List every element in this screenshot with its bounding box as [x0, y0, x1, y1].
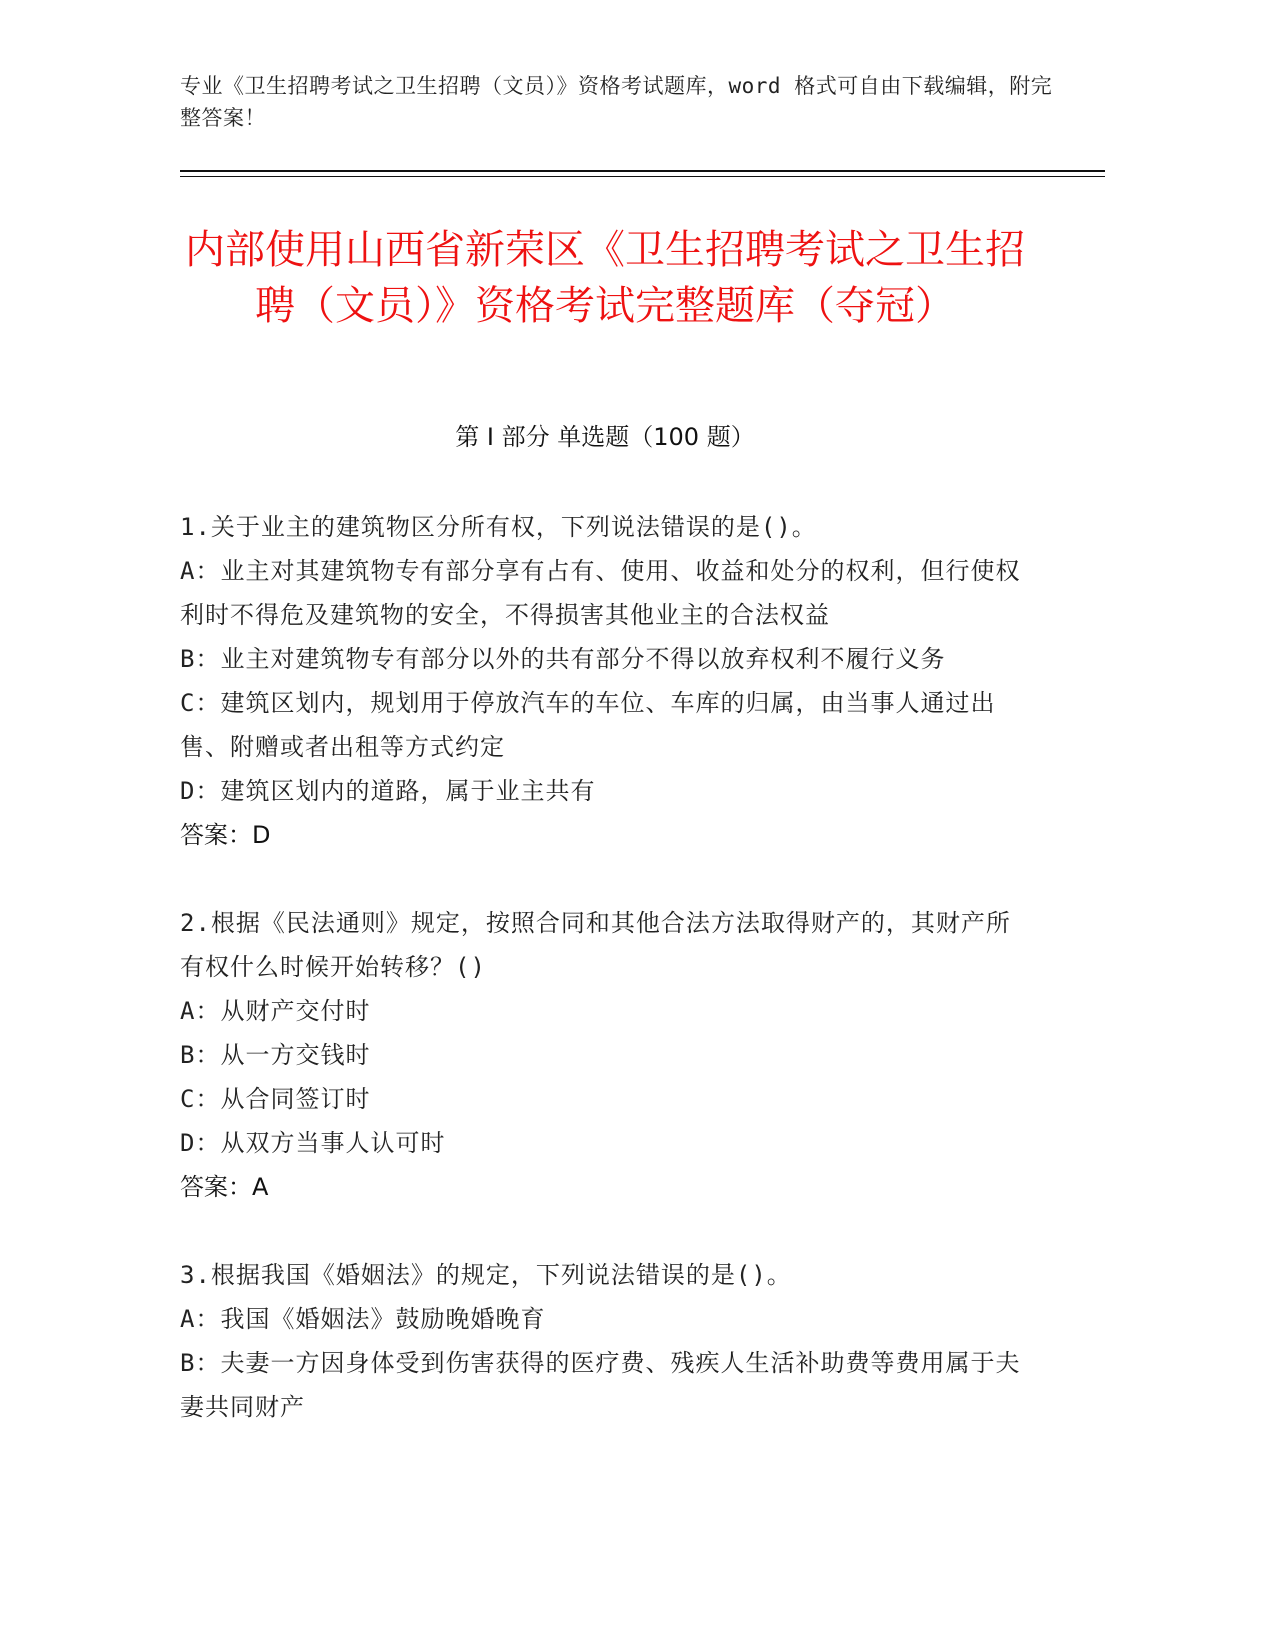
question-option: B：夫妻一方因身体受到伤害获得的医疗费、残疾人生活补助费等费用属于夫妻共同财产: [180, 1349, 1021, 1421]
question-option: A：我国《婚姻法》鼓励晚婚晚育: [180, 1305, 546, 1333]
header-divider-thick: [180, 170, 1105, 172]
question-item: [180, 505, 1035, 857]
question-option: A：从财产交付时: [180, 997, 371, 1025]
question-option: B：业主对建筑物专有部分以外的共有部分不得以放弃权利不履行义务: [180, 645, 946, 673]
question-stem: 3.根据我国《婚姻法》的规定，下列说法错误的是()。: [180, 1261, 792, 1289]
question-item: [180, 1253, 1035, 1429]
question-stem: 2.根据《民法通则》规定，按照合同和其他合法方法取得财产的，其财产所有权什么时候开始转移？(): [180, 909, 1011, 981]
question-option: B：从一方交钱时: [180, 1041, 371, 1069]
question-option: C：建筑区划内，规划用于停放汽车的车位、车库的归属，由当事人通过出售、附赠或者出租等方式约定: [180, 689, 996, 761]
question-option: C：从合同签订时: [180, 1085, 371, 1113]
header-note: 专业《卫生招聘考试之卫生招聘（文员）》资格考试题库，word 格式可自由下载编辑，附完整答案！: [180, 74, 1053, 130]
question-answer: 答案：A: [180, 1173, 269, 1201]
question-option: D：建筑区划内的道路，属于业主共有: [180, 777, 596, 805]
question-option: A：业主对其建筑物专有部分享有占有、使用、收益和处分的权利，但行使权利时不得危及建筑物的安全，不得损害其他业主的合法权益: [180, 557, 1021, 629]
question-list: [180, 505, 1035, 1473]
document-title: 内部使用山西省新荣区《卫生招聘考试之卫生招聘（文员）》资格考试完整题库（夺冠）: [185, 227, 1025, 329]
question-stem: 1.关于业主的建筑物区分所有权，下列说法错误的是()。: [180, 513, 817, 541]
section-heading: 第 I 部分 单选题（100 题）: [455, 423, 755, 451]
question-option: D：从双方当事人认可时: [180, 1129, 446, 1157]
question-item: [180, 901, 1035, 1209]
question-answer: 答案：D: [180, 821, 271, 849]
header-divider-thin: [180, 176, 1105, 177]
